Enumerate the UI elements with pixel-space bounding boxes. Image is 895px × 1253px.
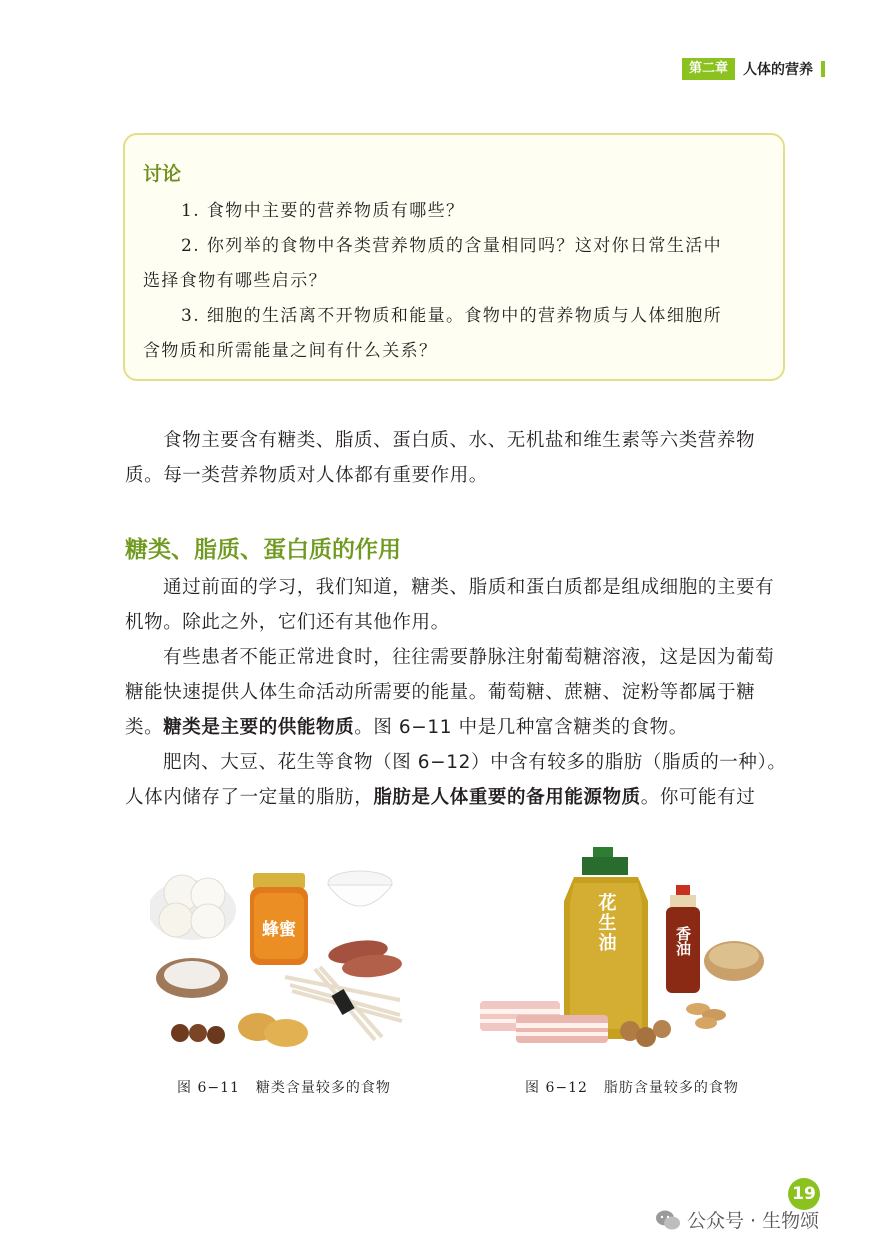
chapter-title: 人体的营养 <box>743 62 813 78</box>
intro-text: 食物主要含有糖类、脂质、蛋白质、水、无机盐和维生素等六类营养物质。每一类营养物质对人体都有重要作用。 <box>125 430 756 486</box>
figure-6-12-text: 脂肪含量较多的食物 <box>603 1080 739 1096</box>
figure-6-11-text: 糖类含量较多的食物 <box>255 1080 391 1096</box>
watermark-text: 公众号 · 生物颂 <box>687 1210 820 1232</box>
chapter-header <box>682 58 825 80</box>
chapter-number: 第二章 <box>682 58 735 80</box>
paragraph-3-text: 肥肉、大豆、花生等食物（图 6−12）中含有较多的脂肪（脂质的一种）。人体内储存了一定量的脂肪， <box>125 752 787 808</box>
paragraph-2-bold: 糖类是主要的供能物质 <box>163 717 355 738</box>
wechat-icon <box>655 1209 681 1231</box>
peanut-oil-label: 花生油 <box>595 893 617 953</box>
paragraph-2-end: 。图 6−11 中是几种富含糖类的食物。 <box>354 717 688 738</box>
paragraph-3-end: 。你可能有过 <box>640 787 756 808</box>
paragraph-2-text: 有些患者不能正常进食时，往往需要静脉注射葡萄糖溶液，这是因为葡萄糖能快速提供人体生命活动所需要的能量。葡萄糖、蔗糖、淀粉等都属于糖类。 <box>125 647 775 738</box>
honey-jar-label: 蜂蜜 <box>262 920 296 940</box>
figure-6-12-caption <box>525 1077 755 1097</box>
discussion-title: 讨论 <box>143 163 182 185</box>
discussion-question-1: 1. 食物中主要的营养物质有哪些？ <box>181 201 465 221</box>
figure-6-12-label: 图 6−12 <box>525 1080 588 1096</box>
body-paragraphs <box>125 570 789 815</box>
paragraph-3 <box>125 745 789 815</box>
chapter-bar <box>821 61 825 77</box>
discussion-question-2b: 选择食物有哪些启示？ <box>143 271 327 291</box>
discussion-question-3a: 3. 细胞的生活离不开物质和能量。食物中的营养物质与人体细胞所 <box>181 306 723 326</box>
discussion-question-2a: 2. 你列举的食物中各类营养物质的含量相同吗？这对你日常生活中 <box>181 236 723 256</box>
paragraph-1: 通过前面的学习，我们知道，糖类、脂质和蛋白质都是组成细胞的主要有机物。除此之外，它们还有其他作用。 <box>125 577 775 633</box>
fat-foods-image <box>470 843 770 1065</box>
figure-6-11-caption <box>177 1077 407 1097</box>
figure-6-11-label: 图 6−11 <box>177 1080 240 1096</box>
sesame-oil-label: 香油 <box>674 926 692 956</box>
carbohydrate-foods-image <box>150 865 420 1065</box>
discussion-question-3b: 含物质和所需能量之间有什么关系？ <box>143 341 438 361</box>
paragraph-2 <box>125 640 789 745</box>
discussion-box <box>123 133 785 381</box>
page-number: 19 <box>788 1178 820 1210</box>
watermark <box>655 1206 819 1233</box>
section-heading: 糖类、脂质、蛋白质的作用 <box>125 537 401 563</box>
intro-paragraph <box>125 423 789 493</box>
paragraph-3-bold: 脂肪是人体重要的备用能源物质 <box>373 787 641 808</box>
